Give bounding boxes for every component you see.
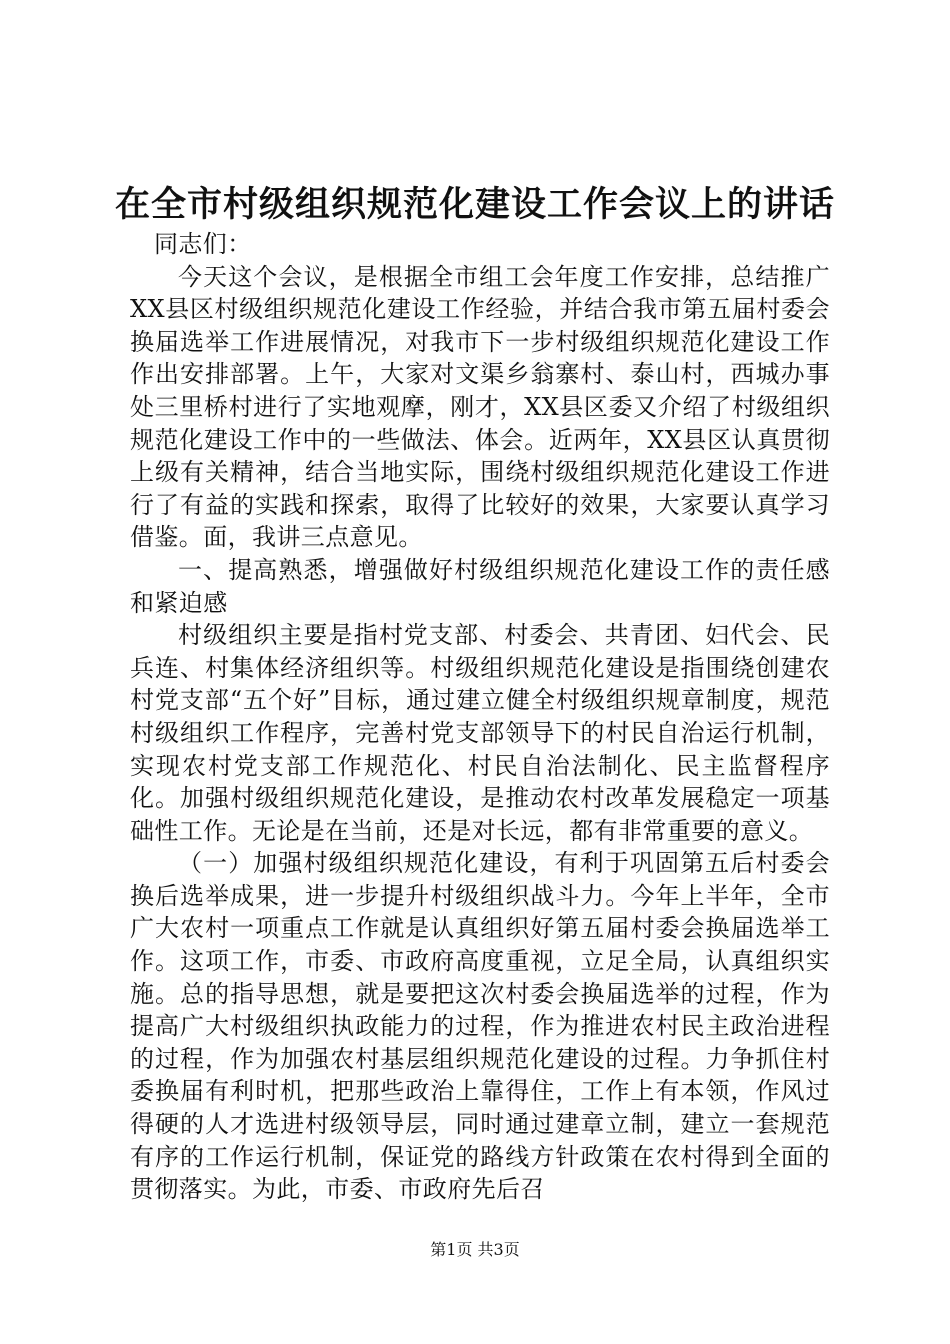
paragraph-subpoint-1: （一）加强村级组织规范化建设，有利于巩固第五后村委会换后选举成果，进一步提升村级组织战斗力。今年上半年，全市广大农村一项重点工作就是认真组织好第五届村委会换届选举工作。这项工作，市委、市政府高度重视，立足全局，认真组织实施。总的指导思想，就是要把这次村委会换届选举的过程，作为提高广大村级组织执政能力的过程，作为推进农村民主政治进程的过程，作为加强农村基层组织规范化建设的过程。力争抓住村委换届有利时机，把那些政治上靠得住，工作上有本领，作风过得硬的人才选进村级领导层，同时通过建章立制，建立一套规范有序的工作运行机制，保证党的路线方针政策在农村得到全面的贯彻落实。为此，市委、市政府先后召 xyxy=(130,849,830,1204)
section-heading-1: 一、提高熟悉，增强做好村级组织规范化建设工作的责任感和紧迫感 xyxy=(130,555,830,617)
document-title: 在全市村级组织规范化建设工作会议上的讲话 xyxy=(114,184,835,225)
document-body xyxy=(130,228,830,1206)
paragraph-intro: 今天这个会议，是根据全市组工会年度工作安排，总结推广XX县区村级组织规范化建设工作经验，并结合我市第五届村委会换届选举工作进展情况，对我市下一步村级组织规范化建设工作作出安排部署。上午，大家对文渠乡翁寨村、泰山村，西城办事处三里桥村进行了实地观摩，刚才，XX县区委又介绍了村级组织规范化建设工作中的一些做法、体会。近两年，XX县区认真贯彻上级有关精神，结合当地实际，围绕村级组织规范化建设工作进行了有益的实践和探索，取得了比较好的效果，大家要认真学习借鉴。面，我讲三点意见。 xyxy=(130,262,830,552)
paragraph-definition: 村级组织主要是指村党支部、村委会、共青团、妇代会、民兵连、村集体经济组织等。村级组织规范化建设是指围绕创建农村党支部“五个好”目标，通过建立健全村级组织规章制度，规范村级组织工作程序，完善村党支部领导下的村民自治运行机制，实现农村党支部工作规范化、村民自治法制化、民主监督程序化。加强村级组织规范化建设，是推动农村改革发展稳定一项基础性工作。无论是在当前，还是对长远，都有非常重要的意义。 xyxy=(130,621,830,845)
page-number-footer: 第1页 共3页 xyxy=(430,1240,520,1259)
greeting-line: 同志们： xyxy=(154,230,252,258)
